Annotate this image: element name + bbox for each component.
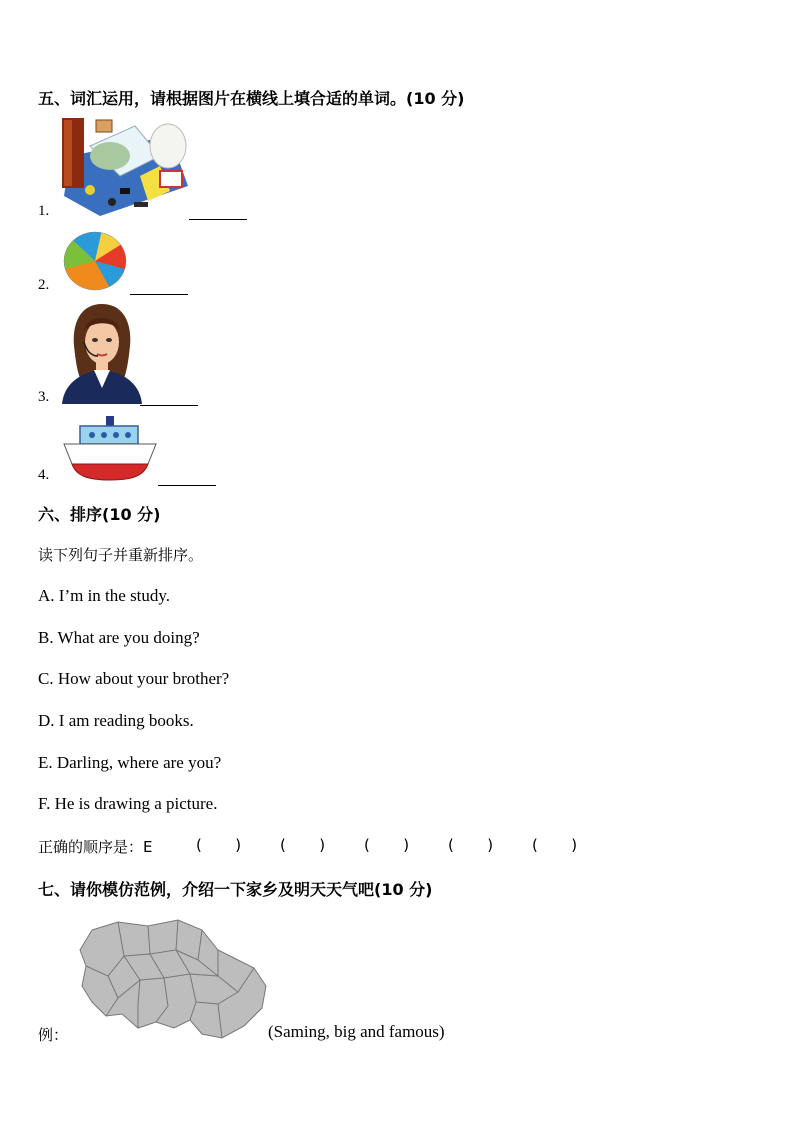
example-hint: (Saming, big and famous) — [268, 1022, 445, 1041]
order-slot-3[interactable]: ( ) — [364, 836, 410, 854]
sentence-a: A. I’m in the study. — [38, 586, 171, 605]
section-6-heading: 六、排序(10 分) — [38, 505, 161, 524]
item-3-number: 3. — [38, 389, 50, 405]
answer-blank-1[interactable] — [189, 218, 247, 220]
boat-picture — [62, 414, 158, 482]
sentence-e: E. Darling, where are you? — [38, 753, 222, 772]
answer-blank-4[interactable] — [158, 484, 216, 486]
sentence-f: F. He is drawing a picture. — [38, 794, 218, 813]
section-5-heading: 五、词汇运用，请根据图片在横线上填合适的单词。(10 分) — [38, 89, 465, 108]
messy-room-picture — [60, 116, 188, 218]
sentence-d: D. I am reading books. — [38, 711, 194, 730]
sentence-c: C. How about your brother? — [38, 669, 230, 688]
sentence-b: B. What are you doing? — [38, 628, 200, 647]
item-1-number: 1. — [38, 203, 50, 219]
order-slot-1[interactable]: ( ) — [196, 836, 242, 854]
example-label: 例： — [38, 1026, 69, 1044]
order-prefix: 正确的顺序是：E — [38, 838, 153, 856]
order-slot-4[interactable]: ( ) — [448, 836, 494, 854]
order-slot-5[interactable]: ( ) — [532, 836, 578, 854]
item-2-number: 2. — [38, 277, 50, 293]
district-map-picture — [78, 916, 270, 1040]
answer-blank-3[interactable] — [140, 404, 198, 406]
answer-blank-2[interactable] — [130, 293, 188, 295]
woman-with-headset-picture — [62, 302, 142, 404]
section-7-heading: 七、请你模仿范例，介绍一下家乡及明天天气吧(10 分) — [38, 880, 433, 899]
beach-ball-picture — [62, 230, 128, 292]
section-6-instruction: 读下列句子并重新排序。 — [38, 546, 204, 564]
order-slot-2[interactable]: ( ) — [280, 836, 326, 854]
item-4-number: 4. — [38, 467, 50, 483]
